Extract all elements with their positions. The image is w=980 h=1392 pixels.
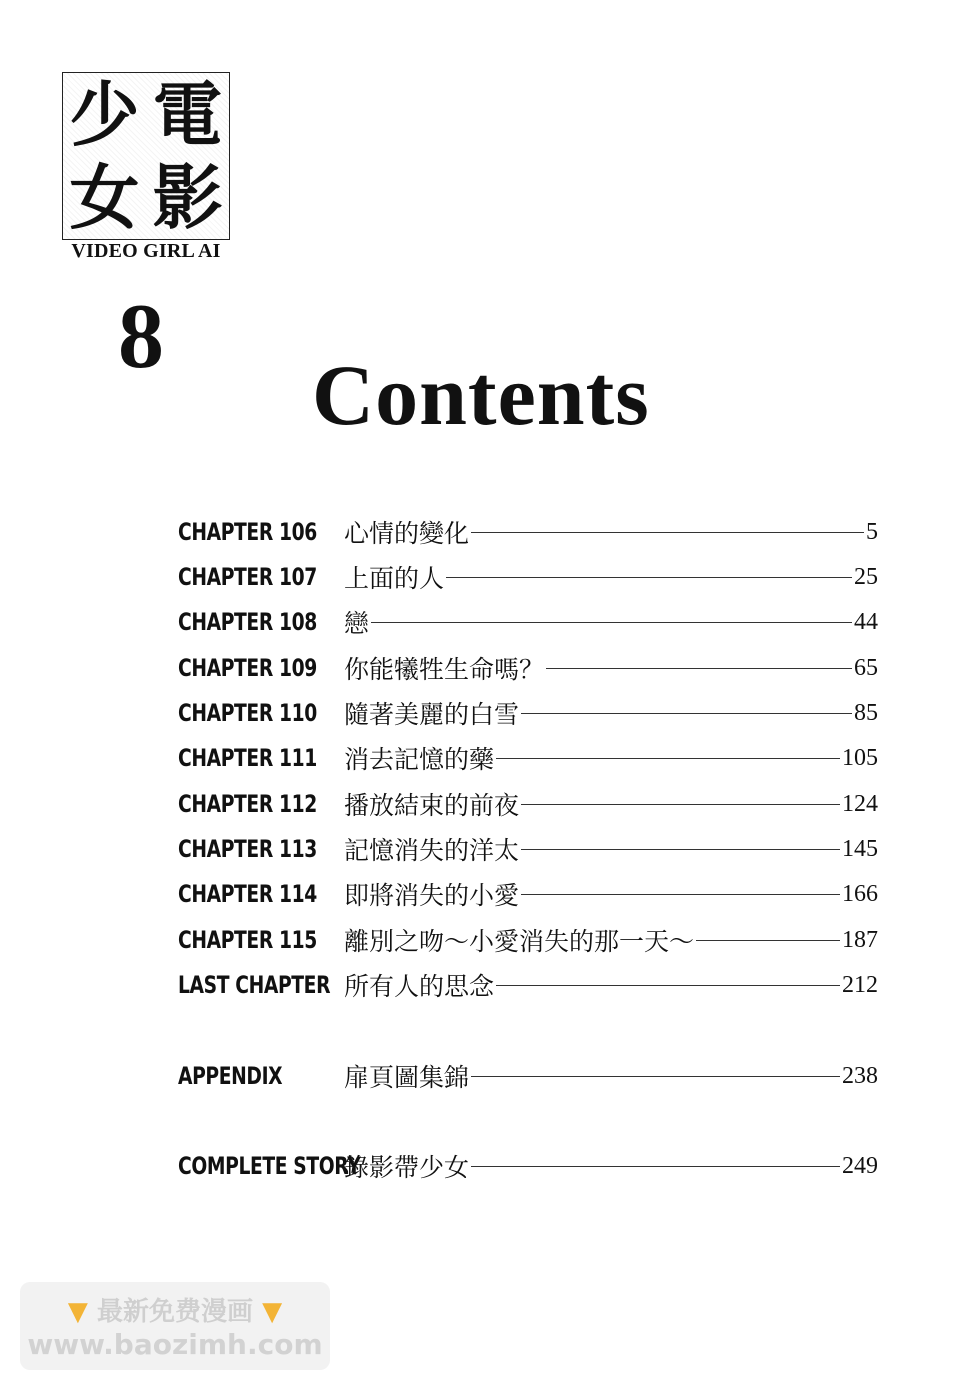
appendix-title: 扉頁圖集錦: [344, 1063, 470, 1092]
page-number: 145: [842, 835, 878, 862]
logo-char: 影: [152, 155, 223, 239]
chapter-title: 即將消失的小愛: [344, 881, 520, 910]
page-number: 166: [842, 880, 878, 907]
page-number: 187: [842, 926, 878, 953]
chapter-label: CHAPTER 107: [178, 563, 317, 591]
chapter-label: CHAPTER 108: [178, 608, 317, 636]
logo-char: 女: [69, 155, 140, 239]
appendix-label: APPENDIX: [178, 1062, 283, 1090]
chapter-label: CHAPTER 112: [178, 790, 317, 818]
toc-entry[interactable]: [178, 557, 878, 597]
leader-line: [471, 532, 864, 533]
toc-entry[interactable]: [178, 738, 878, 778]
toc-entry[interactable]: [178, 1056, 878, 1096]
pointing-down-hand-icon: ▼: [67, 1297, 88, 1327]
contents-heading: Contents: [312, 347, 650, 443]
leader-line: [446, 577, 852, 578]
watermark-text: 最新免费漫画: [96, 1297, 253, 1327]
page-number: 105: [842, 744, 878, 771]
page-number: 124: [842, 790, 878, 817]
series-logo: [62, 72, 230, 240]
leader-line: [696, 940, 840, 941]
chapter-title: 消去記憶的藥: [344, 745, 495, 774]
leader-line: [546, 668, 852, 669]
leader-line: [496, 985, 840, 986]
watermark-text-row: [68, 1291, 282, 1328]
chapter-title: 記憶消失的洋太: [344, 836, 520, 865]
volume-number: 8: [118, 285, 164, 387]
chapter-title: 心情的變化: [344, 519, 470, 548]
toc-entry[interactable]: [178, 965, 878, 1005]
toc-entry[interactable]: [178, 784, 878, 824]
toc-entry[interactable]: [178, 874, 878, 914]
pointing-down-hand-icon: ▼: [262, 1297, 283, 1327]
toc-entry[interactable]: [178, 693, 878, 733]
leader-line: [521, 894, 840, 895]
page-number: 5: [866, 518, 878, 545]
leader-line: [521, 804, 840, 805]
leader-line: [521, 713, 852, 714]
page-number: 249: [842, 1152, 878, 1179]
chapter-title: 播放結束的前夜: [344, 791, 520, 820]
leader-line: [371, 622, 852, 623]
page-number: 44: [854, 608, 878, 635]
chapter-title: 所有人的思念: [344, 972, 495, 1001]
leader-line: [471, 1076, 840, 1077]
site-watermark[interactable]: [20, 1282, 330, 1370]
toc-entry[interactable]: [178, 1146, 878, 1186]
page-number: 65: [854, 654, 878, 681]
chapter-label: CHAPTER 114: [178, 880, 317, 908]
toc-entry[interactable]: [178, 920, 878, 960]
page-number: 85: [854, 699, 878, 726]
page-number: 25: [854, 563, 878, 590]
leader-line: [496, 758, 840, 759]
chapter-label: CHAPTER 106: [178, 518, 317, 546]
chapter-label: LAST CHAPTER: [178, 971, 331, 999]
leader-line: [471, 1166, 840, 1167]
chapter-title: 隨著美麗的白雪: [344, 700, 520, 729]
toc-entry[interactable]: [178, 602, 878, 642]
complete-story-label: COMPLETE STORY: [178, 1152, 361, 1180]
watermark-url[interactable]: www.baozimh.com: [27, 1328, 323, 1361]
chapter-label: CHAPTER 115: [178, 926, 317, 954]
leader-line: [521, 849, 840, 850]
chapter-label: CHAPTER 113: [178, 835, 317, 863]
toc-entry[interactable]: [178, 829, 878, 869]
chapter-title: 你能犧牲生命嗎？: [344, 655, 545, 684]
toc-entry[interactable]: [178, 512, 878, 552]
logo-subtitle: VIDEO GIRL AI: [71, 240, 221, 262]
page-number: 212: [842, 971, 878, 998]
chapter-label: CHAPTER 109: [178, 654, 317, 682]
chapter-label: CHAPTER 111: [178, 744, 317, 772]
page-number: 238: [842, 1062, 878, 1089]
chapter-title: 戀: [344, 609, 370, 638]
chapter-title: 離別之吻～小愛消失的那一天～: [344, 927, 695, 956]
chapter-title: 上面的人: [344, 564, 445, 593]
chapter-label: CHAPTER 110: [178, 699, 317, 727]
complete-story-title: 錄影帶少女: [344, 1153, 470, 1182]
toc-entry[interactable]: [178, 648, 878, 688]
logo-char: 電: [152, 72, 223, 156]
logo-char: 少: [69, 72, 140, 156]
